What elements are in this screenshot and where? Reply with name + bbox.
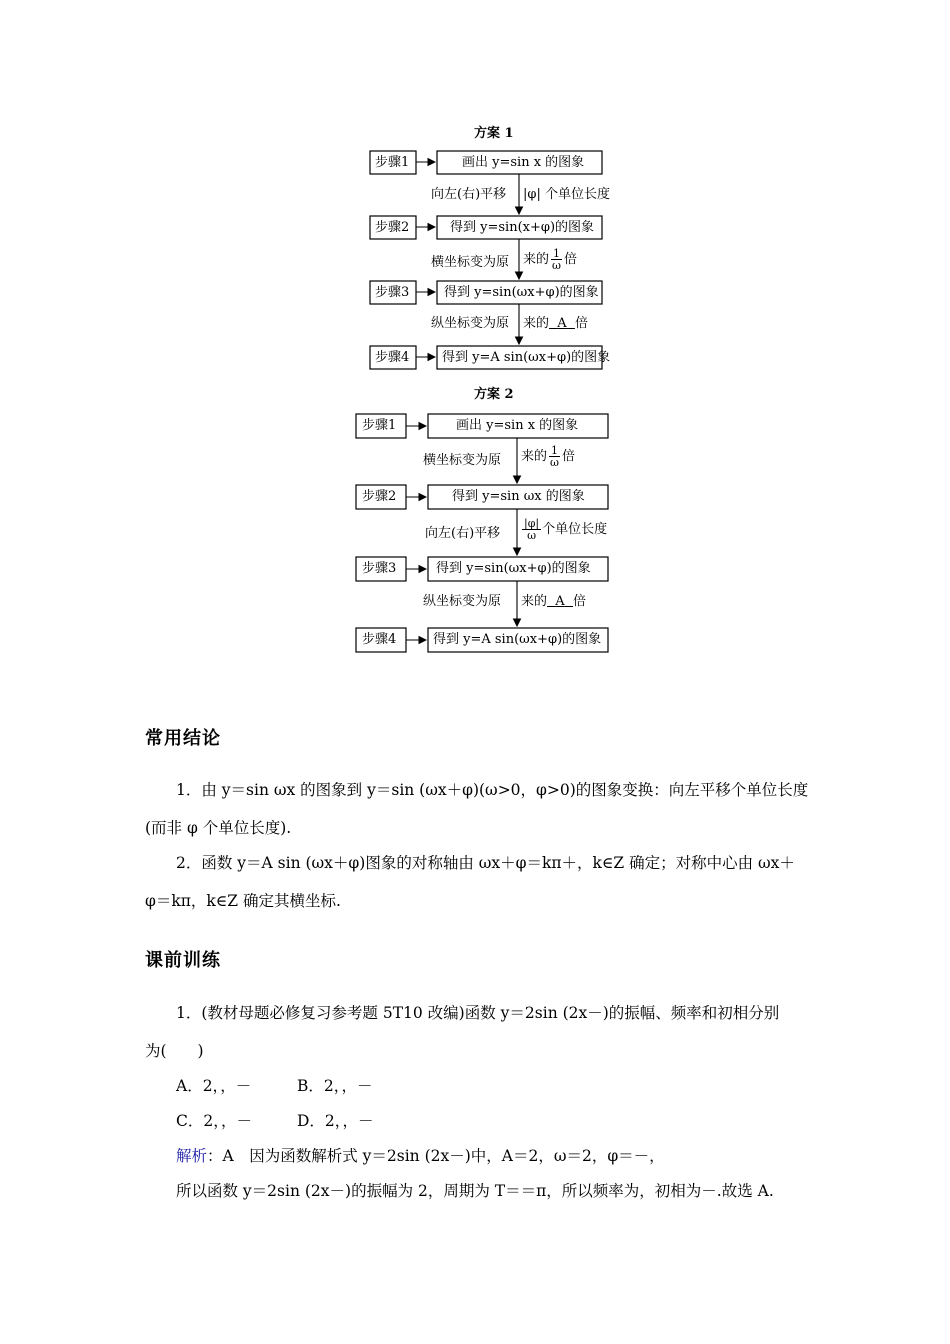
conclusion-2-line2: φ＝kπ，k∈Z 确定其横坐标. [145, 892, 341, 910]
plan2-arrow3-right: 来的 A 倍 [521, 594, 586, 609]
plan2-arrow3-left: 纵坐标变为原 [423, 594, 502, 609]
plan2-box4-text: 得到 y=A sin(ωx+φ)的图象 [433, 632, 602, 647]
plan2-step1-label: 步骤1 [362, 418, 397, 433]
plan1-arrow1-left: 向左(右)平移 [431, 187, 507, 202]
plan1-box4-text: 得到 y=A sin(ωx+φ)的图象 [442, 350, 611, 365]
option-b: B．2，，－ [297, 1077, 373, 1095]
conclusion-1-line1: 1．由 y＝sin ωx 的图象到 y＝sin (ωx＋φ)(ω>0，φ>0)的图象变换：向左平移个单位长度 [176, 781, 809, 799]
option-c: C．2，，－ [176, 1112, 252, 1130]
plan1-step2-label: 步骤2 [375, 220, 410, 235]
option-a: A．2，，－ [176, 1077, 252, 1095]
conclusion-2-line1: 2．函数 y＝A sin (ωx＋φ)图象的对称轴由 ωx＋φ＝kπ＋，k∈Z 确定；对称中心由 ωx＋ [176, 854, 795, 872]
plan2-arrow1-right: 来的 $\frac{1}{\omega}$ 倍 [521, 444, 576, 469]
plan1-step4-label: 步骤4 [375, 350, 410, 365]
plan1-arrow2-left: 横坐标变为原 [431, 255, 510, 270]
plan1-arrow3-right: 来的 A 倍 [523, 316, 588, 331]
analysis-label: 解析 [176, 1147, 208, 1165]
plan2-step2-label: 步骤2 [362, 489, 397, 504]
section-heading-exercises: 课前训练 [145, 950, 221, 971]
plan1-arrow3-left: 纵坐标变为原 [431, 316, 510, 331]
analysis-line2: 所以函数 y＝2sin (2x－)的振幅为 2，周期为 T＝＝π，所以频率为，初相为－.故选 A. [176, 1182, 774, 1200]
plan1-arrow1-right: |φ| 个单位长度 [523, 187, 610, 202]
plan2-arrow2-left: 向左(右)平移 [425, 526, 501, 541]
plan2-box1-text: 画出 y=sin x 的图象 [456, 418, 579, 433]
plan2-arrow2-right: $\frac{|\varphi|}{\omega}$ 个单位长度 [524, 517, 608, 542]
plan2-step3-label: 步骤3 [362, 561, 397, 576]
plan2-title: 方案 2 [474, 387, 514, 402]
plan1-box2-text: 得到 y=sin(x+φ)的图象 [450, 220, 595, 235]
option-d: D．2，，－ [297, 1112, 374, 1130]
section-heading-conclusions: 常用结论 [145, 728, 221, 749]
plan2-step4-label: 步骤4 [362, 632, 397, 647]
plan1-box1-text: 画出 y=sin x 的图象 [462, 155, 585, 170]
plan2-box2-text: 得到 y=sin ωx 的图象 [452, 489, 585, 504]
plan2-arrow1-left: 横坐标变为原 [423, 453, 502, 468]
plan1-step3-label: 步骤3 [375, 285, 410, 300]
plan1-title: 方案 1 [474, 126, 514, 141]
question-1-line1: 1．(教材母题必修复习参考题 5T10 改编)函数 y＝2sin (2x－)的振幅、频率和初相分别 [176, 1004, 780, 1022]
plan1-arrow2-right: 来的 $\frac{1}{\omega}$ 倍 [523, 247, 578, 272]
conclusion-1-line2: (而非 φ 个单位长度). [145, 819, 292, 837]
analysis-line1: 解析：A 因为函数解析式 y＝2sin (2x－)中，A＝2，ω＝2，φ＝－， [176, 1147, 665, 1165]
question-1-line2: 为( ) [145, 1042, 204, 1060]
plan2-box3-text: 得到 y=sin(ωx+φ)的图象 [436, 561, 591, 576]
plan1-box3-text: 得到 y=sin(ωx+φ)的图象 [444, 285, 599, 300]
plan1-step1-label: 步骤1 [375, 155, 410, 170]
